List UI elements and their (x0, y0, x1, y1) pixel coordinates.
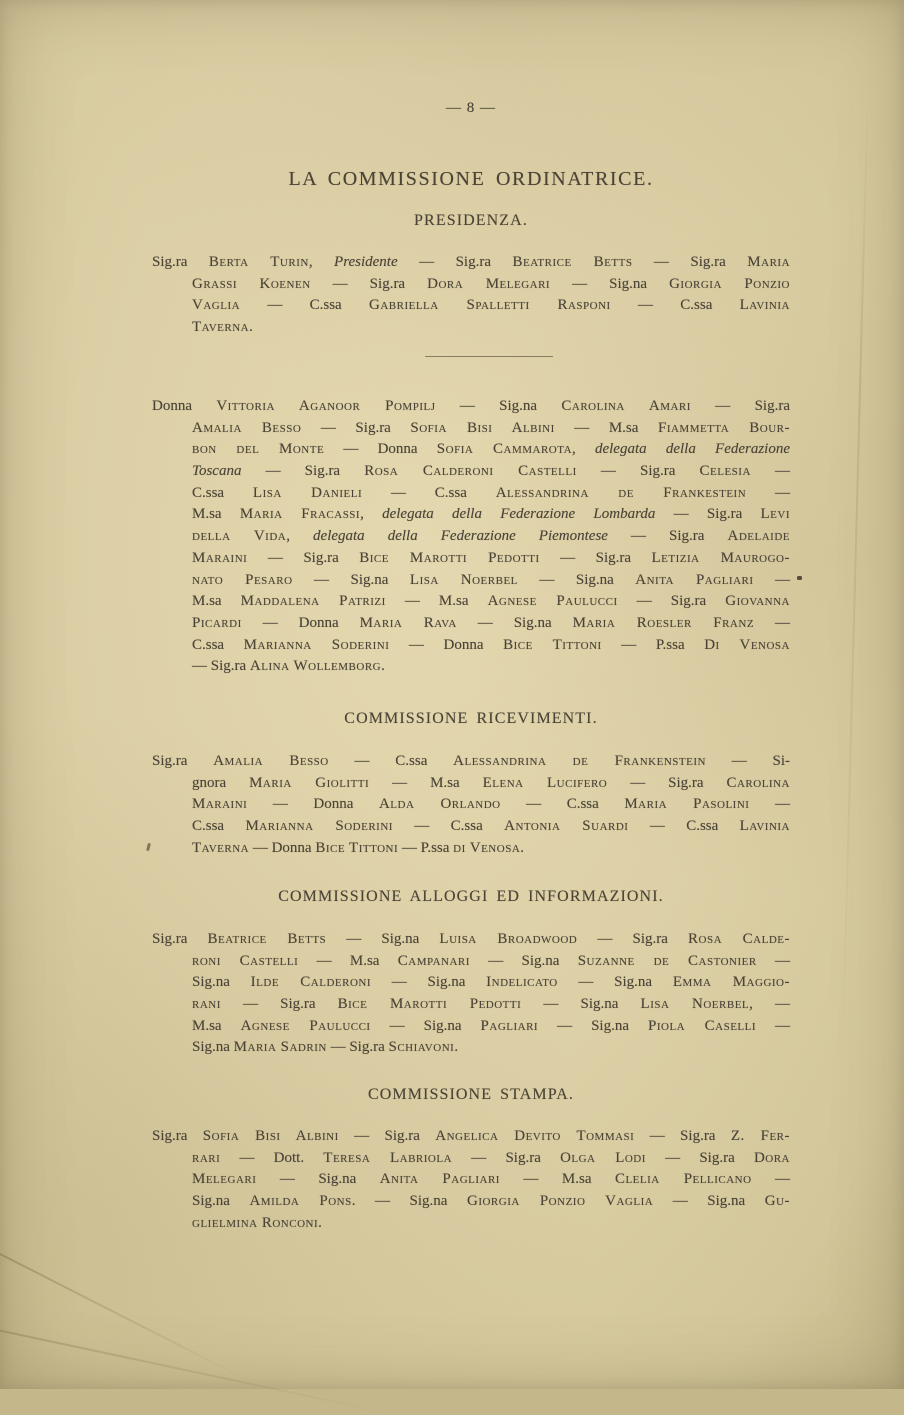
name-text: Sofia Bisi Albini (410, 419, 555, 436)
text-line (152, 613, 790, 635)
text-line (152, 439, 790, 461)
name-text: Marianna Soderini (243, 636, 390, 653)
plain-text: Sig.ra (152, 1128, 203, 1144)
plain-text: — C.ssa (610, 297, 740, 314)
name-text: Sofia Bisi Albini (202, 1128, 339, 1144)
plain-text: — Sig.na (256, 1171, 380, 1188)
text-line (152, 1037, 790, 1059)
name-text: Olga Lodi (560, 1149, 646, 1166)
page-number: — 8 — (446, 100, 496, 116)
name-text: Dora (753, 1149, 790, 1166)
name-text: Suzanne de Castonier (577, 952, 757, 969)
section-heading-presidenza: PRESIDENZA. (414, 212, 528, 229)
plain-text: — (749, 796, 790, 813)
name-text: Levi (760, 506, 791, 523)
plain-text: — Sig.ra (645, 1149, 754, 1166)
name-text: Maria Roesler Franz (572, 614, 755, 631)
name-text: della Vida (192, 528, 287, 545)
name-text: Celesia (699, 463, 751, 480)
text-line (152, 929, 790, 951)
name-text: Lavinia (739, 818, 791, 835)
plain-text: — C.ssa (628, 818, 740, 835)
name-text: Grassi Koenen (192, 275, 311, 292)
text-line (152, 526, 790, 548)
plain-text: Sig.na (192, 1193, 250, 1210)
name-text: Berta Turin (208, 254, 309, 270)
plain-text: M.sa (192, 1017, 241, 1034)
name-text: Giovanna (725, 593, 790, 610)
plain-text: — M.sa (385, 593, 488, 610)
name-text: Ilde Calderoni (250, 974, 372, 991)
name-text: Rosa Calderoni Castelli (364, 463, 577, 480)
name-text: Amalia Besso (192, 419, 302, 436)
text-line (152, 396, 790, 418)
name-text: Maria Giolitti (249, 774, 370, 791)
name-text: Alessandrina de Frankenstein (453, 753, 706, 769)
paragraph-alloggi (152, 929, 790, 1059)
name-text: Giorgia Ponzio Vaglia (466, 1193, 654, 1210)
plain-text: — Sig.ra (690, 398, 790, 414)
plain-text: , (286, 528, 314, 545)
name-text: Campanari (397, 952, 470, 969)
text-line (152, 838, 790, 860)
text-line (152, 794, 790, 816)
plain-text: — Sig.na (653, 1193, 765, 1210)
plain-text: — Sig.na (550, 275, 670, 292)
plain-text: — M.sa (369, 774, 483, 791)
text-line (152, 1213, 790, 1235)
plain-text: — Sig.ra (301, 419, 411, 436)
plain-text: Donna (152, 398, 217, 414)
name-text: Taverna (192, 319, 250, 336)
section-heading-ricevimenti: COMMISSIONE RICEVIMENTI. (344, 710, 598, 727)
plain-text: , (360, 506, 383, 523)
name-text: Anita Pagliari (379, 1171, 500, 1188)
text-line (152, 504, 790, 526)
plain-text: — C.ssa (500, 796, 625, 813)
plain-text: — Sig.na (521, 996, 641, 1013)
text-line (152, 570, 790, 592)
name-text: Maraini (192, 549, 248, 566)
name-text: Maria (747, 254, 791, 270)
name-text: Lisa Noerbel (640, 996, 750, 1013)
name-text: Marianna Soderini (245, 818, 393, 835)
text-line (152, 295, 790, 317)
plain-text: , — (749, 996, 790, 1013)
plain-text: — Donna (247, 796, 379, 813)
plain-text: — Sig.na (371, 974, 487, 991)
name-text: Clelia Pellicano (614, 1171, 752, 1188)
text-line (152, 591, 790, 613)
name-text: Beatrice Betts (512, 254, 633, 270)
plain-text: M.sa (192, 506, 240, 523)
name-text: Bice Tittoni (503, 636, 602, 653)
plain-text: Sig.ra (152, 753, 214, 769)
text-line (152, 461, 790, 483)
plain-text: — Sig.ra (247, 549, 360, 566)
plain-text: — Donna (249, 839, 316, 856)
name-text: Lisa Danieli (252, 484, 363, 501)
name-text: Vittoria Aganoor Pompilj (216, 398, 436, 414)
plain-text: — Si- (705, 753, 790, 769)
section-divider-rule (425, 356, 553, 357)
plain-text: — (750, 463, 790, 480)
plain-text: — Sig.ra (634, 1128, 731, 1144)
name-text: Bice Tittoni (315, 839, 399, 856)
plain-text: — (753, 571, 791, 588)
plain-text: — Sig.ra (452, 1149, 561, 1166)
text-line (152, 252, 790, 274)
plain-text: — Dott. (220, 1149, 324, 1166)
name-text: Pagliari (480, 1017, 539, 1034)
text-line (152, 1148, 790, 1170)
plain-text: C.ssa (192, 484, 253, 501)
text-line (152, 816, 790, 838)
paragraph-ricevimenti (152, 751, 790, 859)
plain-text: , (572, 441, 595, 458)
plain-text: — C.ssa (362, 484, 496, 501)
name-text: glielmina Ronconi (192, 1214, 319, 1231)
plain-text: — Sig.na (435, 398, 562, 414)
italic-text: delegata della Federazione Lombarda (382, 506, 656, 523)
plain-text: — Sig.na (326, 931, 440, 947)
text-line (152, 951, 790, 973)
plain-text: Sig.na (192, 974, 251, 991)
plain-text: — C.ssa (240, 297, 369, 314)
plain-text: — Sig.na (557, 974, 673, 991)
plain-text: . (381, 658, 385, 675)
name-text: Giorgia Ponzio (669, 275, 790, 292)
text-line (152, 317, 790, 339)
name-text: Adelaide (727, 528, 791, 545)
name-text: Rosa Calde- (688, 931, 790, 947)
name-text: Amalia Besso (213, 753, 329, 769)
paper-crease (841, 90, 869, 1070)
name-text: rari (192, 1149, 221, 1166)
name-text: Bice Marotti Pedotti (359, 549, 540, 566)
plain-text: . (249, 319, 253, 336)
name-text: Maria Rava (359, 614, 457, 631)
name-text: Alina Wollemborg (249, 658, 382, 675)
plain-text: — (756, 952, 791, 969)
name-text: Alessandrina de Frankestein (495, 484, 747, 501)
name-text: Z. Fer- (730, 1128, 790, 1144)
text-line (152, 1191, 790, 1213)
plain-text: — Sig.ra (607, 528, 728, 545)
plain-text: — Sig.ra (192, 658, 250, 675)
name-text: bon del Monte (192, 441, 325, 458)
name-text: Indelicato (486, 974, 558, 991)
paragraph-presidenza (152, 252, 790, 339)
name-text: Letizia Maurogo- (651, 549, 790, 566)
plain-text: . — Sig.na (351, 1193, 467, 1210)
name-text: Amilda Pons (249, 1193, 352, 1210)
plain-text: — M.sa (499, 1171, 615, 1188)
name-text: Carolina Amari (561, 398, 691, 414)
plain-text: — Donna (389, 636, 504, 653)
plain-text: — Sig.ra (576, 463, 700, 480)
name-text: Beatrice Betts (207, 931, 327, 947)
text-line (152, 635, 790, 657)
name-text: Bice Marotti Pedotti (337, 996, 522, 1013)
name-text: Teresa Labriola (323, 1149, 453, 1166)
name-text: Taverna (192, 839, 250, 856)
plain-text: — Sig.na (469, 952, 578, 969)
name-text: Maria Pasolini (624, 796, 750, 813)
name-text: Vaglia (192, 297, 241, 314)
section-heading-stampa: COMMISSIONE STAMPA. (367, 1086, 575, 1103)
plain-text: M.sa (192, 593, 241, 610)
name-text: roni Castelli (192, 952, 299, 969)
plain-text: — Sig.ra (577, 931, 689, 947)
plain-text: — C.ssa (328, 753, 454, 769)
plain-text: gnora (192, 774, 250, 791)
italic-text: delegata della Federazione (594, 441, 791, 458)
plain-text: — Sig.ra (338, 1128, 436, 1144)
name-text: Dora Melegari (427, 275, 551, 292)
name-text: Sofia Cammarota (436, 441, 573, 458)
plain-text: — Sig.ra (397, 254, 513, 270)
plain-text: — Sig.ra (241, 463, 365, 480)
plain-text: — Sig.ra (539, 549, 652, 566)
name-text: rani (192, 996, 221, 1013)
name-text: Maria Fracassi (239, 506, 361, 523)
plain-text: Sig.na (192, 1039, 234, 1056)
italic-text: Presidente (334, 254, 398, 270)
name-text: Fiammetta Bour- (657, 419, 790, 436)
name-text: Gu- (764, 1193, 790, 1210)
plain-text: — Sig.ra (326, 1039, 389, 1056)
name-text: Antonia Suardi (504, 818, 629, 835)
plain-text: — C.ssa (392, 818, 505, 835)
text-line (152, 972, 790, 994)
name-text: Agnese Paulucci (487, 593, 618, 610)
text-line (152, 994, 790, 1016)
name-text: Schiavoni (388, 1039, 455, 1056)
plain-text: — P.ssa (398, 839, 454, 856)
name-text: Lavinia (739, 297, 790, 314)
name-text: Luisa Broadwood (439, 931, 578, 947)
name-text: Gabriella Spalletti Rasponi (369, 297, 611, 314)
name-text: Emma Maggio- (672, 974, 790, 991)
plain-text: — Sig.ra (655, 506, 761, 523)
text-line (152, 751, 790, 773)
text-line (152, 274, 790, 296)
plain-text: — (754, 614, 790, 631)
text-line (152, 1016, 790, 1038)
plain-text: — M.sa (298, 952, 398, 969)
plain-text: — M.sa (554, 419, 658, 436)
plain-text: C.ssa (192, 636, 244, 653)
name-text: Maraini (192, 796, 248, 813)
name-text: Di Venosa (704, 636, 790, 653)
paragraph-membri (152, 396, 790, 678)
plain-text: C.ssa (192, 818, 246, 835)
plain-text: — P.ssa (601, 636, 705, 653)
italic-text: Toscana (192, 463, 242, 480)
plain-text: Sig.ra (152, 931, 208, 947)
plain-text: . (454, 1039, 459, 1056)
ink-spot-artifact (797, 576, 802, 580)
name-text: Angelica Devito Tommasi (435, 1128, 635, 1144)
text-line (152, 418, 790, 440)
plain-text: — Sig.na (370, 1017, 481, 1034)
name-text: Lisa Noerbel (409, 571, 518, 588)
plain-text: , (308, 254, 335, 270)
paper-crease (0, 1241, 244, 1379)
text-line (152, 1169, 790, 1191)
name-text: Maria Sadrin (233, 1039, 327, 1056)
paper-crease (0, 1326, 396, 1415)
plain-text: — Sig.ra (607, 774, 727, 791)
paragraph-stampa (152, 1126, 790, 1234)
name-text: di Venosa (453, 839, 521, 856)
plain-text: — Donna (324, 441, 437, 458)
plain-text: — Sig.ra (220, 996, 338, 1013)
italic-text: delegata della Federazione Piemontese (313, 528, 608, 545)
plain-text: — Donna (241, 614, 360, 631)
plain-text: — Sig.ra (632, 254, 748, 270)
plain-text: — Sig.na (517, 571, 636, 588)
plain-text: — Sig.ra (310, 275, 428, 292)
name-text: Picardi (192, 614, 242, 631)
name-text: Agnese Paulucci (240, 1017, 371, 1034)
name-text: Piola Caselli (648, 1017, 757, 1034)
text-line (152, 656, 790, 678)
section-heading-alloggi: COMMISSIONE ALLOGGI ED INFORMAZIONI. (278, 888, 664, 905)
name-text: nato Pesaro (192, 571, 293, 588)
name-text: Alda Orlando (378, 796, 501, 813)
name-text: Carolina (726, 774, 790, 791)
plain-text: — Sig.ra (617, 593, 726, 610)
plain-text: — Sig.na (292, 571, 410, 588)
name-text: Elena Lucifero (482, 774, 608, 791)
plain-text: . (520, 839, 525, 856)
plain-text: — Sig.na (538, 1017, 649, 1034)
text-line (152, 1126, 790, 1148)
name-text: Maddalena Patrizi (240, 593, 386, 610)
plain-text: — (746, 484, 790, 501)
plain-text: . (318, 1214, 322, 1231)
name-text: Anita Pagliari (635, 571, 754, 588)
text-line (152, 773, 790, 795)
text-line (152, 548, 790, 570)
plain-text: — (756, 1017, 791, 1034)
stray-mark-artifact (146, 843, 151, 851)
page-title: LA COMMISSIONE ORDINATRICE. (288, 168, 654, 190)
text-line (152, 483, 790, 505)
plain-text: Sig.ra (152, 254, 209, 270)
name-text: Melegari (192, 1171, 257, 1188)
plain-text: — Sig.na (456, 614, 573, 631)
plain-text: — (751, 1171, 790, 1188)
